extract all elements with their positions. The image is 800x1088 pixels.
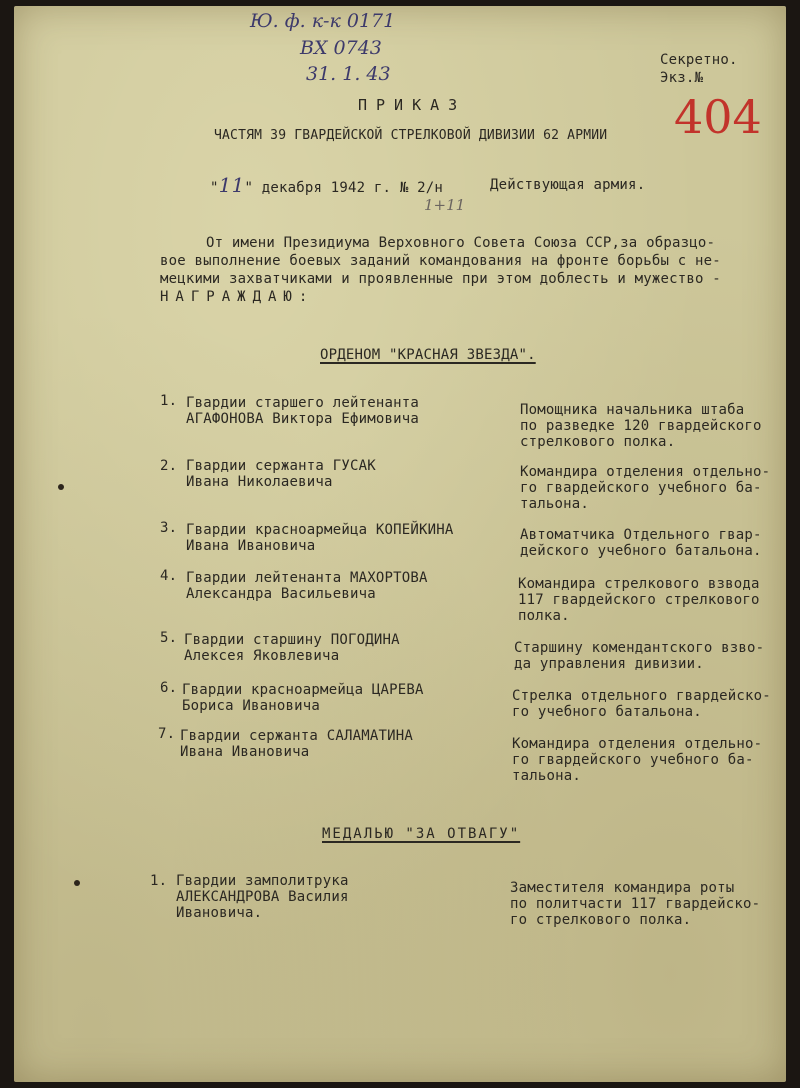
awardee-number: 7. (158, 726, 176, 742)
awardee-number: 3. (160, 520, 178, 536)
awardee-position: дейского учебного батальона. (520, 543, 762, 559)
awardee-name: Гвардии лейтенанта МАХОРТОВА (186, 570, 428, 586)
awardee-position: стрелкового полка. (520, 434, 676, 450)
awardee-position: по политчасти 117 гвардейско- (510, 896, 761, 912)
place-label: Действующая армия. (490, 177, 646, 193)
copy-label: Экз.№ (660, 70, 704, 86)
awardee-name: Ивана Ивановича (186, 538, 316, 554)
awardee-position: тальона. (520, 496, 590, 512)
awardee-number: 4. (160, 568, 178, 584)
date-open-quote: " (210, 180, 219, 196)
margin-note: 1+11 (424, 196, 466, 214)
section-red-star-title: ОРДЕНОМ "КРАСНАЯ ЗВЕЗДА". (320, 347, 536, 363)
awardee-position: Стрелка отдельного гвардейско- (512, 688, 771, 704)
page-number-stamp: 404 (674, 90, 762, 144)
awardee-name: Гвардии красноармейца КОПЕЙКИНА (186, 522, 454, 538)
archive-mark-line2: ВХ 0743 (300, 37, 382, 59)
section-medal-title: МЕДАЛЬЮ "ЗА ОТВАГУ" (322, 826, 521, 842)
awardee-position: Заместителя командира роты (510, 880, 735, 896)
archive-mark-line3: 31. 1. 43 (306, 63, 391, 85)
awardee-position: го стрелкового полка. (510, 912, 692, 928)
date-day-handwritten: 11 (218, 173, 245, 197)
awardee-name: Александра Васильевича (186, 586, 376, 602)
awardee-name: АЛЕКСАНДРОВА Василия (176, 889, 349, 905)
awardee-name: Гвардии сержанта ГУСАК (186, 458, 376, 474)
preamble-line2: вое выполнение боевых заданий командования на фронте борьбы с не- (160, 253, 721, 269)
awardee-name: Гвардии старшину ПОГОДИНА (184, 632, 400, 648)
awardee-number: 2. (160, 458, 178, 474)
awardee-position: полка. (518, 608, 570, 624)
awardee-number: 1. (160, 393, 178, 409)
awardee-position: го учебного батальона. (512, 704, 702, 720)
awardee-name: Ивана Николаевича (186, 474, 333, 490)
awardee-position: го гвардейского учебного ба- (512, 752, 754, 768)
secret-label: Секретно. (660, 52, 738, 68)
awardee-number: 6. (160, 680, 178, 696)
awardee-name: Гвардии красноармейца ЦАРЕВА (182, 682, 424, 698)
binder-hole (58, 484, 64, 490)
preamble-line3: мецкими захватчиками и проявленные при этом доблесть и мужество - (160, 271, 721, 287)
awardee-name: Ивановича. (176, 905, 263, 921)
awardee-name: Гвардии замполитрука (176, 873, 349, 889)
awardee-name: АГАФОНОВА Виктора Ефимовича (186, 411, 419, 427)
awardee-name: Гвардии сержанта САЛАМАТИНА (180, 728, 413, 744)
preamble-award-verb: НАГРАЖДАЮ: (160, 289, 315, 305)
awardee-position: 117 гвардейского стрелкового (518, 592, 760, 608)
awardee-number: 1. (150, 873, 168, 889)
awardee-position: Командира отделения отдельно- (520, 464, 771, 480)
awardee-name: Алексея Яковлевича (184, 648, 340, 664)
awardee-position: по разведке 120 гвардейского (520, 418, 762, 434)
awardee-position: тальона. (512, 768, 582, 784)
awardee-name: Бориса Ивановича (182, 698, 321, 714)
awardee-number: 5. (160, 630, 178, 646)
archive-mark-line1: Ю. ф. к-к 0171 (250, 10, 396, 32)
preamble-line1: От имени Президиума Верховного Совета Союза ССР,за образцо- (206, 235, 716, 251)
awardee-position: Командира стрелкового взвода (518, 576, 760, 592)
awardee-position: да управления дивизии. (514, 656, 704, 672)
binder-hole (74, 880, 80, 886)
awardee-position: Старшину комендантского взво- (514, 640, 765, 656)
awardee-position: Автоматчика Отдельного гвар- (520, 527, 762, 543)
order-title: ПРИКАЗ (358, 96, 467, 114)
awardee-position: Командира отделения отдельно- (512, 736, 763, 752)
awardee-position: Помощника начальника штаба (520, 402, 745, 418)
date-line (210, 173, 443, 197)
awardee-position: го гвардейского учебного ба- (520, 480, 762, 496)
date-rest: " декабря 1942 г. № 2/н (244, 180, 443, 196)
awardee-name: Гвардии старшего лейтенанта (186, 395, 419, 411)
order-subtitle: ЧАСТЯМ 39 ГВАРДЕЙСКОЙ СТРЕЛКОВОЙ ДИВИЗИИ 62 АРМИИ (214, 128, 608, 143)
awardee-name: Ивана Ивановича (180, 744, 310, 760)
